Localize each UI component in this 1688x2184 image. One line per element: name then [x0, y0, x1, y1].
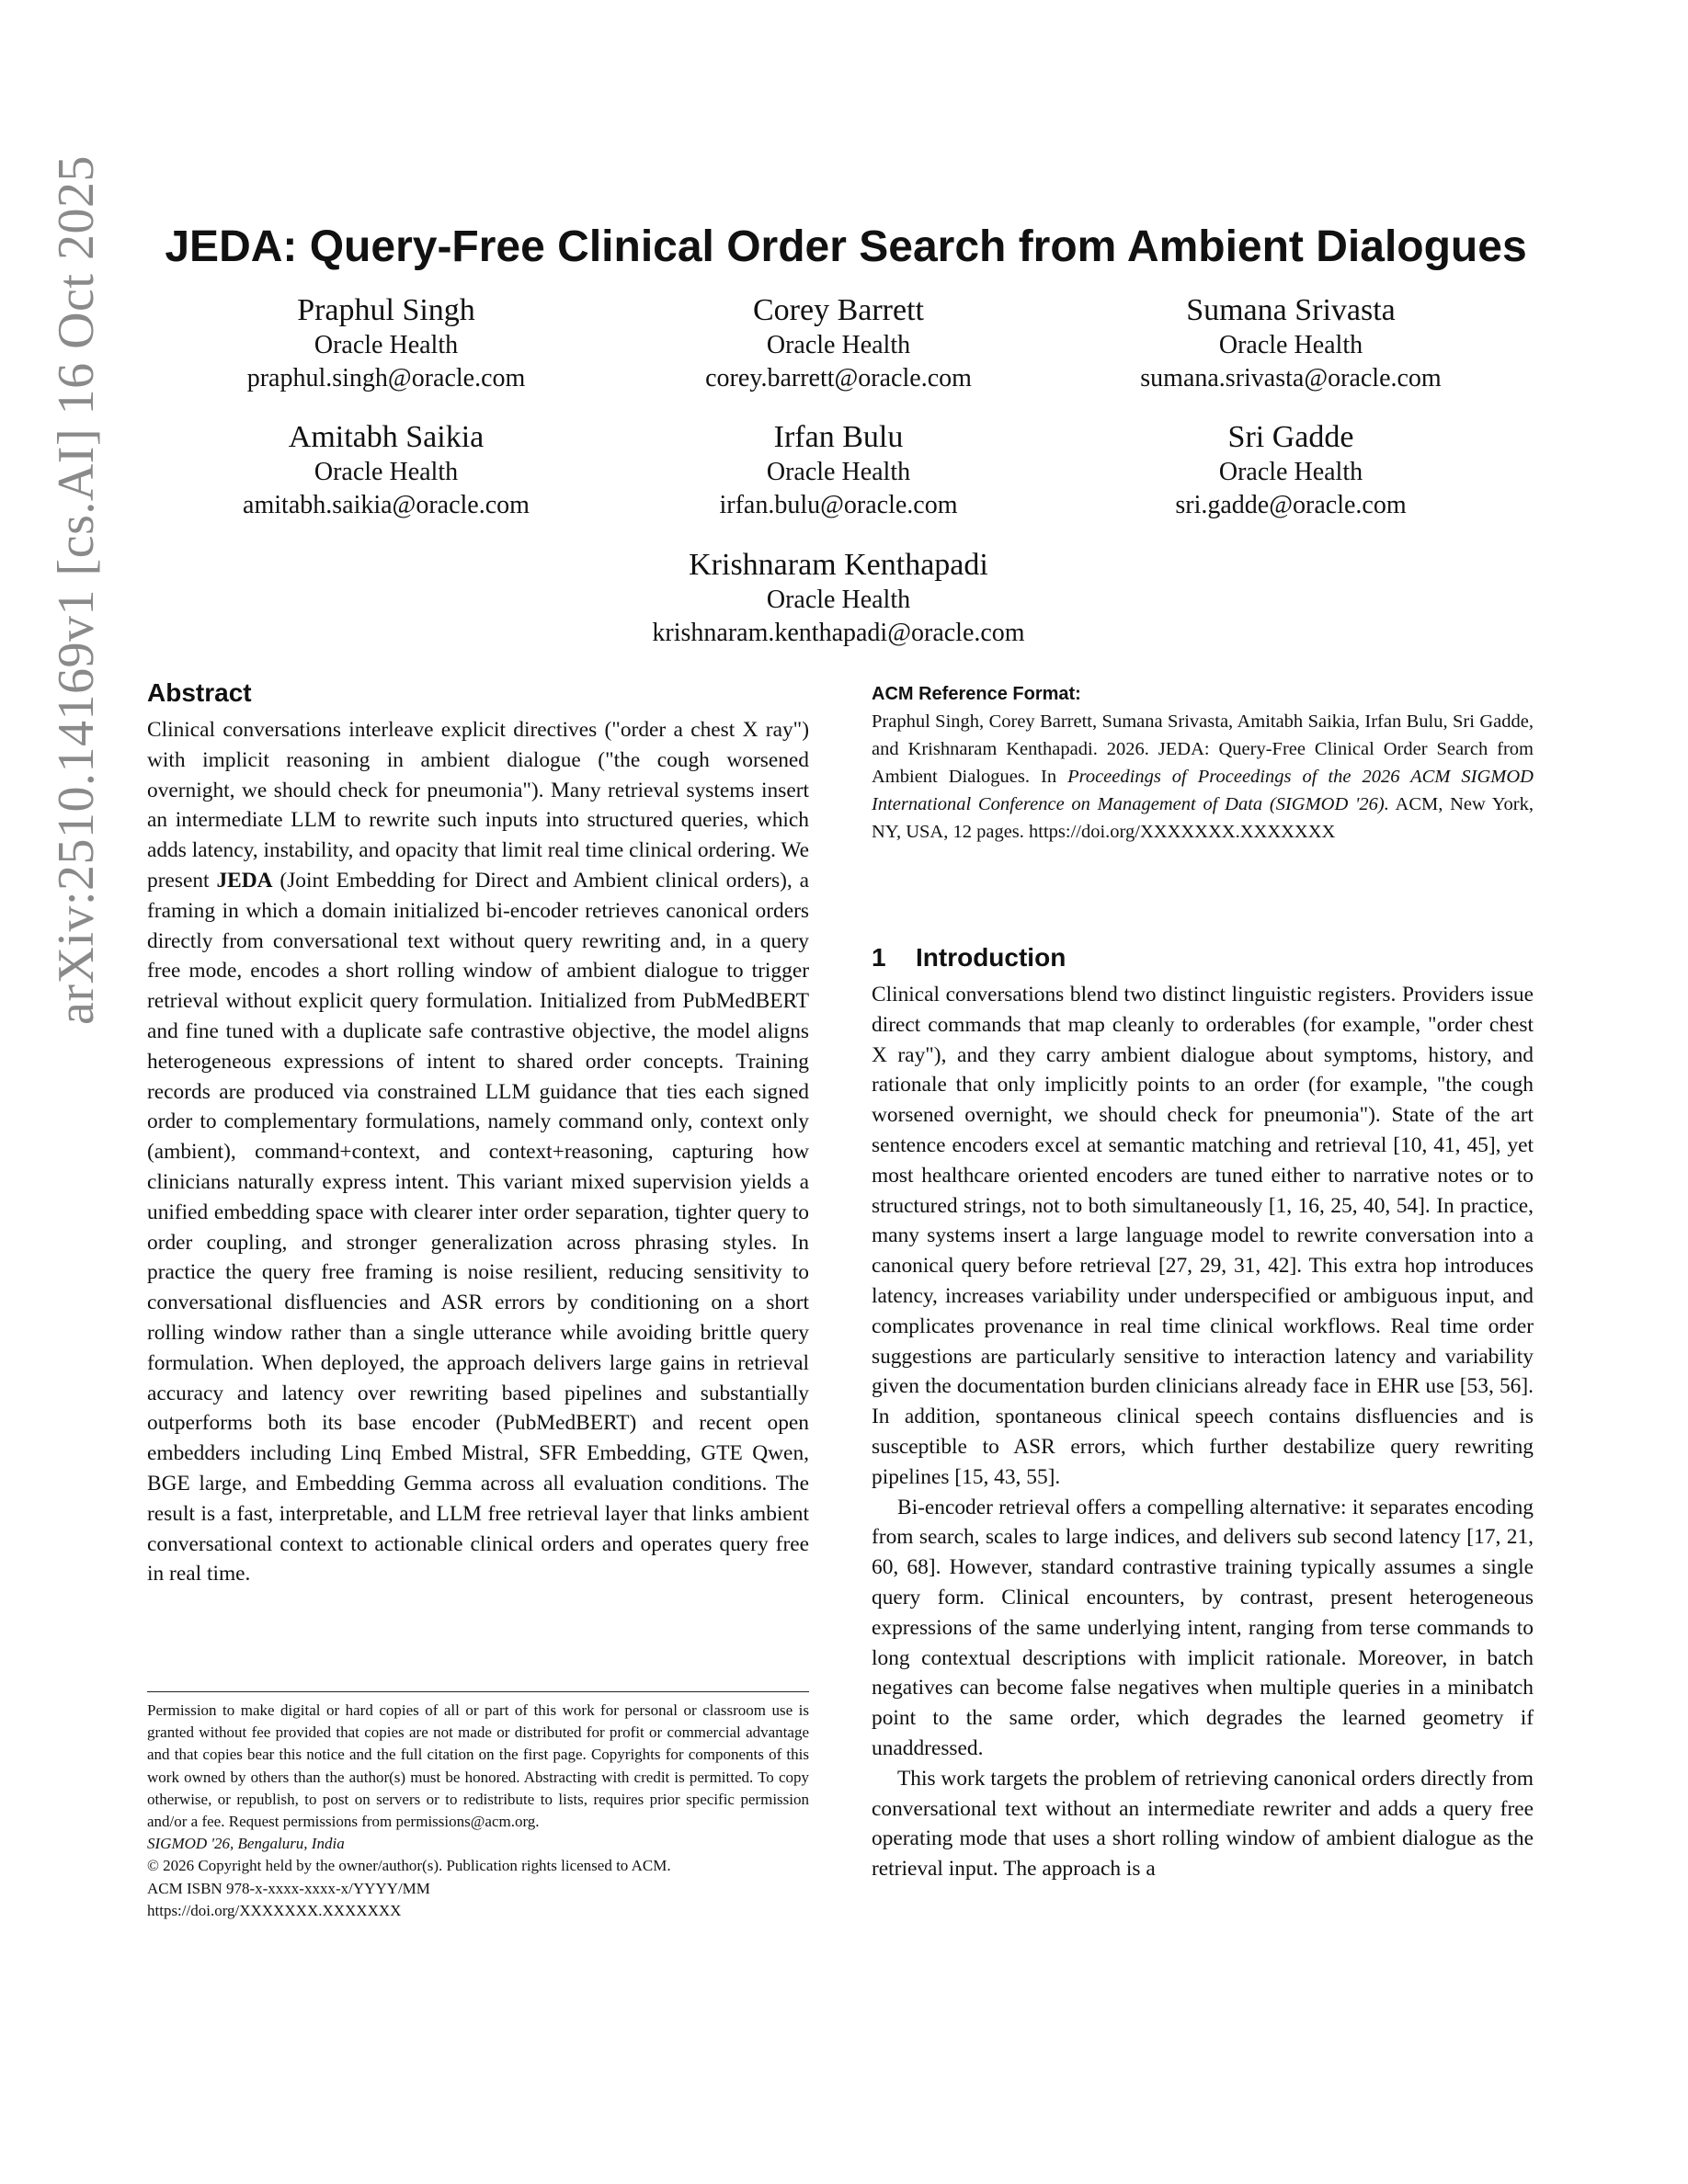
author-block: [1015, 419, 1567, 522]
author-email[interactable]: corey.barrett@oracle.com: [705, 364, 972, 392]
author-name: Corey Barrett: [753, 293, 924, 327]
author-name: Sri Gadde: [1227, 420, 1354, 454]
author-email[interactable]: praphul.singh@oracle.com: [246, 364, 526, 392]
acm-reference: [872, 680, 1534, 846]
author-affiliation: Oracle Health: [766, 331, 911, 359]
author-affiliation: Oracle Health: [314, 331, 459, 359]
permission-notice: Permission to make digital or hard copies of all or part of this work for personal or classroom use is granted without fee provided that copies are not made or distributed for profit or commercial advantage and that copies bear this notice and the full citation on the first page. Copyrights for components of this work owned by others than the author(s) must be honored. Abstracting with credit is permitted. To copy otherwise, or republish, to post on servers or to redistribute to lists, requires prior specific permission and/or a fee. Request permissions from permissions@acm.org.: [147, 1701, 809, 1831]
introduction-heading: 1 Introduction: [872, 943, 1066, 972]
author-email[interactable]: amitabh.saikia@oracle.com: [243, 491, 530, 519]
abstract-heading: Abstract: [147, 678, 252, 707]
author-name: Sumana Srivasta: [1186, 293, 1396, 327]
abstract-section: [147, 675, 809, 1589]
author-affiliation: Oracle Health: [1218, 331, 1363, 359]
author-affiliation: Oracle Health: [766, 458, 911, 486]
abstract-text: Clinical conversations interleave explicit directives ("order a chest X ray") with implicit reasoning in ambient dialogue ("the cough worsened overnight, we should check for pneumonia"). Many retrieval systems insert an intermediate LLM to rewrite such inputs into structured queries, which adds latency, instability, and opacity that limit real time clinical ordering. We present JEDA (Joint Embedding for Direct and Ambient clinical orders), a framing in which a domain initialized bi-encoder retrieves canonical orders directly from conversational text without query rewriting and, in a query free mode, encodes a short rolling window of ambient dialogue to trigger retrieval without explicit query formulation. Initialized from PubMedBERT and fine tuned with a duplicate safe contrastive objective, the model aligns heterogeneous expressions of intent to shared order concepts. Training records are produced via constrained LLM guidance that ties each signed order to complementary formulations, namely command only, context only (ambient), command+context, and context+reasoning, capturing how clinicians naturally express intent. This variant mixed supervision yields a unified embedding space with clearer inter order separation, tighter query to order coupling, and stronger generalization across phrasing styles. In practice the query free framing is noise resilient, reducing sensitivity to conversational disfluencies and ASR errors by conditioning on a short rolling window rather than a single utterance while avoiding brittle query formulation. When deployed, the approach delivers large gains in retrieval accuracy and latency over rewriting based pipelines and substantially outperforms both its base encoder (PubMedBERT) and recent open embedders including Linq Embed Mistral, SFR Embedding, GTE Qwen, BGE large, and Embedding Gemma across all evaluation conditions. The result is a fast, interpretable, and LLM free retrieval layer that links ambient conversational context to actionable clinical orders and operates query free in real time.: [147, 718, 809, 1587]
intro-paragraph: This work targets the problem of retrieving canonical orders directly from conversational text without an intermediate rewriter and adds a query free operating mode that uses a short rolling window of ambient dialogue as the retrieval input. The approach is a: [872, 1766, 1534, 1882]
author-affiliation: Oracle Health: [766, 586, 911, 614]
author-email[interactable]: sri.gadde@oracle.com: [1175, 491, 1407, 519]
intro-paragraph: Clinical conversations blend two distinct linguistic registers. Providers issue direct commands that map cleanly to orderables (for example, "order chest X ray"), and they carry ambient dialogue about symptoms, history, and rationale that only implicitly points to an order (for example, "the cough worsened overnight, we should check for pneumonia"). State of the art sentence encoders excel at semantic matching and retrieval [10, 41, 45], yet most healthcare oriented encoders are tuned either to narrative notes or to structured strings, not to both simultaneously [1, 16, 25, 40, 54]. In practice, many systems insert a large language model to rewrite conversation into a canonical query before retrieval [27, 29, 31, 42]. This extra hop introduces latency, increases variability under underspecified or ambiguous input, and complicates provenance in real time clinical workflows. Real time order suggestions are particularly sensitive to interaction latency and variability given the documentation burden clinicians already face in EHR use [53, 56]. In addition, spontaneous clinical speech contains disfluencies and is susceptible to ASR errors, which further destabilize query rewriting pipelines [15, 43, 55].: [872, 983, 1534, 1489]
jeda-name: JEDA: [216, 868, 273, 893]
author-name: Amitabh Saikia: [288, 420, 485, 454]
author-block: [1015, 292, 1567, 395]
introduction-section: [872, 939, 1534, 1884]
venue: SIGMOD '26, Bengaluru, India: [147, 1835, 345, 1853]
author-email[interactable]: sumana.srivasta@oracle.com: [1140, 364, 1442, 392]
author-affiliation: Oracle Health: [1218, 458, 1363, 486]
doi-link[interactable]: https://doi.org/XXXXXXX.XXXXXXX: [147, 1901, 402, 1919]
author-email[interactable]: irfan.bulu@oracle.com: [719, 491, 958, 519]
acm-reference-text: Praphul Singh, Corey Barrett, Sumana Srivasta, Amitabh Saikia, Irfan Bulu, Sri Gadde, and Krishnaram Kenthapadi. 2026. JEDA: Query-Free Clinical Order Search from Ambient Dialogues. In Proceedings of Proceedings of the 2026 ACM SIGMOD International Conference on Management of Data (SIGMOD '26). ACM, New York, NY, USA, 12 pages. https://doi.org/XXXXXXX.XXXXXXX: [872, 711, 1534, 842]
author-email[interactable]: krishnaram.kenthapadi@oracle.com: [652, 619, 1025, 647]
author-name: Krishnaram Kenthapadi: [689, 548, 988, 582]
copyright-line: © 2026 Copyright held by the owner/author(s). Publication rights licensed to ACM.: [147, 1857, 671, 1875]
author-name: Irfan Bulu: [773, 420, 904, 454]
copyright-footnote: [147, 1691, 809, 1922]
author-affiliation: Oracle Health: [314, 458, 459, 486]
author-block: [563, 547, 1114, 650]
author-name: Praphul Singh: [297, 293, 475, 327]
isbn-line: ACM ISBN 978-x-xxxx-xxxx-x/YYYY/MM: [147, 1879, 430, 1897]
acm-reference-heading: ACM Reference Format:: [872, 684, 1081, 704]
arxiv-identifier: arXiv:2510.14169v1 [cs.AI] 16 Oct 2025: [48, 155, 105, 1025]
intro-paragraph: Bi-encoder retrieval offers a compelling alternative: it separates encoding from search, scales to large indices, and delivers sub second latency [17, 21, 60, 68]. However, standard contrastive training typically assumes a single query form. Clinical encounters, by contrast, present heterogeneous expressions of the same underlying intent, ranging from terse commands to long contextual descriptions with implicit rationale. Moreover, in batch negatives can become false negatives when multiple queries in a minibatch point to the same order, which degrades the learned geometry if unaddressed.: [872, 1495, 1534, 1760]
paper-title: JEDA: Query-Free Clinical Order Search from Ambient Dialogues: [165, 222, 1527, 271]
